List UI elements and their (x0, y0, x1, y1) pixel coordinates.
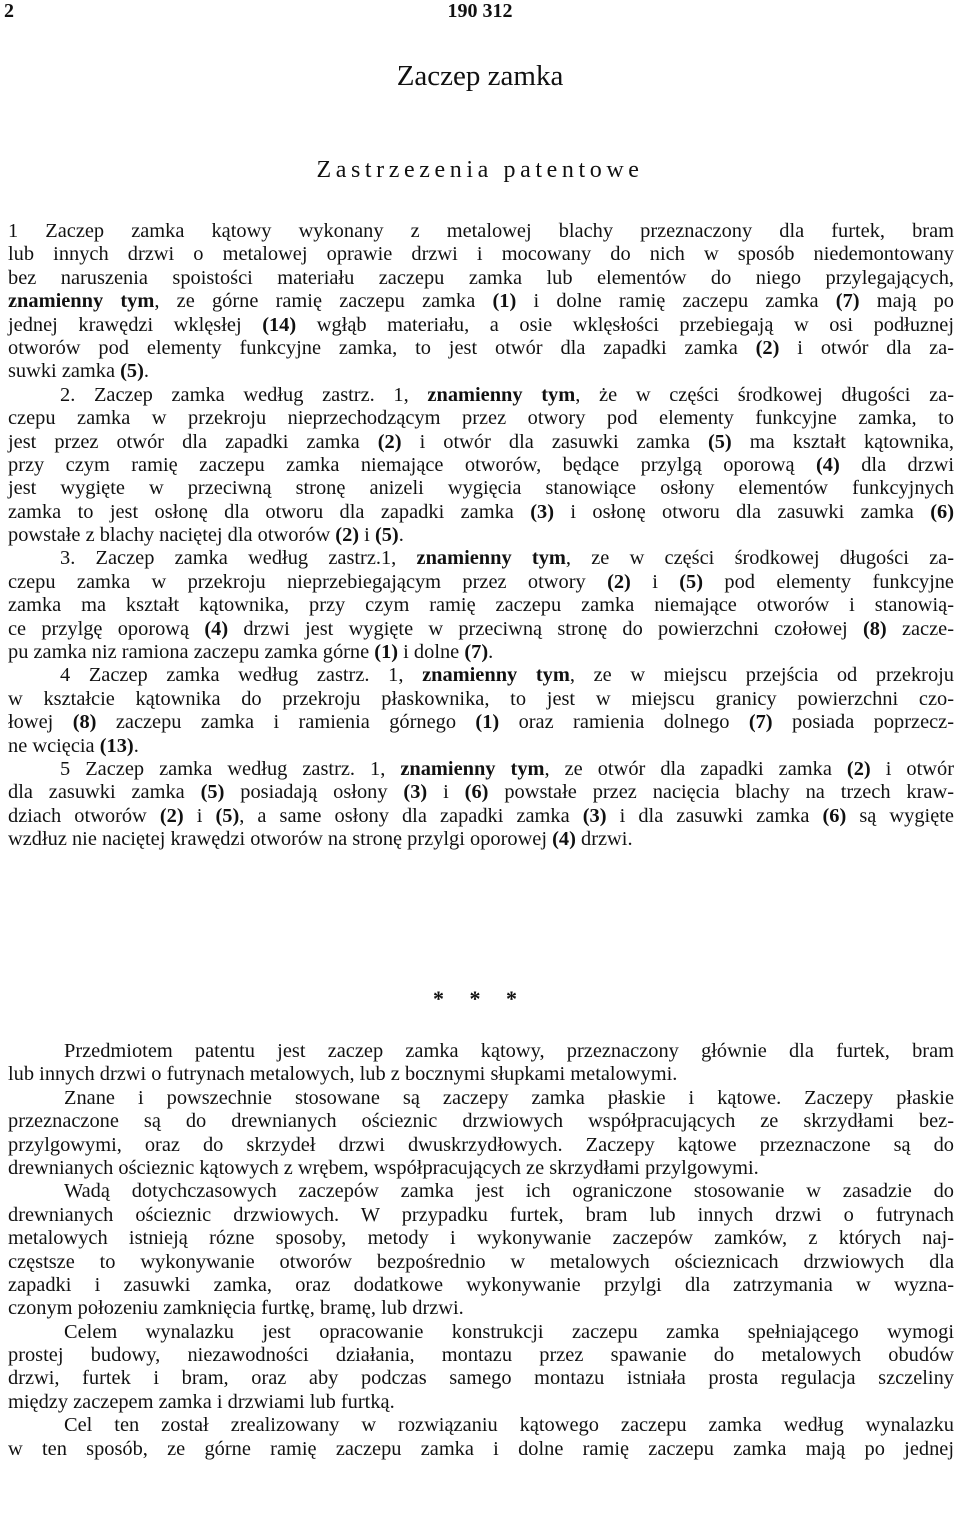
claim-line: jest przez otwór dla zapadki zamka (2) i otwór dla zasuwki zamka (5) ma kształt kątownika, (8, 430, 954, 453)
description-line: czonym połozeniu zamknięcia furtkę, bramę, lub drzwi. (8, 1297, 464, 1320)
bold-text: (8) (72, 711, 97, 734)
bold-text: (7) (835, 290, 860, 313)
bold-text: (14) (262, 313, 297, 336)
section-separator: * * * (433, 986, 527, 1011)
description-section (8, 1040, 954, 1461)
description-line: drewnianych ościeznic kątowych z wrębem, współpracujących ze skrzydłami przylgowymi. (8, 1156, 759, 1179)
description-line: lub innych drzwi o futrynach metalowych, lub z bocznymi słupkami metalowymi. (8, 1063, 678, 1086)
claim-line: w kształcie kątownika do przekroju płaskownika, to jest w miejscu granicy powierzchni czo- (8, 687, 954, 710)
claim-line: jest wygięte w przeciwną stronę anizeli wygięcia stanowiące osłony elementów funkcyjnych (8, 477, 954, 500)
description-line: Wadą dotychczasowych zaczepów zamka jest ich ograniczone stosowanie w zasadzie do (64, 1180, 954, 1203)
claim-line: wzdłuz nie naciętej krawędzi otworów na stronę przylgi oporowej (4) drzwi. (8, 828, 633, 851)
claims-section (8, 220, 954, 852)
claim-line: znamienny tym, ze górne ramię zaczepu zamka (1) i dolne ramię zaczepu zamka (7) mają po (8, 290, 954, 313)
description-line: Znane i powszechnie stosowane są zaczepy zamka płaskie i kątowe. Zaczepy płaskie (64, 1086, 954, 1109)
bold-text: (5) (200, 781, 225, 804)
claim-line: jednej krawędzi wklęsłej (14) wgłąb materiału, a osie wklęsłości przebiegają w osi podłuznej (8, 313, 954, 336)
description-line: przylgowymi, oraz do skrzydeł drzwi dwuskrzydłowych. Zaczepy kątowe przeznaczone są do (8, 1133, 954, 1156)
description-line: drewnianych ościeznic drzwiowych. W przypadku furtek, bram lub innych drzwi o futrynach (8, 1203, 954, 1226)
bold-text: (7) (464, 641, 489, 664)
claim-line: otworów pod elementy funkcyjne zamka, to jest otwór dla zapadki zamka (2) i otwór dla za- (8, 336, 954, 359)
bold-text: znamienny tym (427, 383, 576, 406)
bold-text: (2) (335, 524, 360, 547)
bold-text: (1) (374, 641, 399, 664)
section-heading: Zastrzezenia patentowe (316, 157, 644, 183)
bold-text: (4) (552, 828, 576, 851)
claim-line: 4 Zaczep zamka według zastrz. 1, znamienny tym, ze w miejscu przejścia od przekroju (60, 664, 954, 687)
claim-line: lub innych drzwi o metalowej oprawie drzwi i mocowany do nich w sposób niedemontowany (8, 243, 954, 266)
bold-text: (3) (582, 804, 607, 827)
bold-text: (5) (707, 430, 732, 453)
description-line: metalowych istnieją rózne sposoby, metody i wykonywanie zaczepów zamków, z których naj- (8, 1227, 954, 1250)
bold-text: (5) (215, 804, 240, 827)
claim-line: zamka ma kształt kątownika, przy czym ramię zaczepu zamka niemające otworów i stanowią- (8, 594, 954, 617)
bold-text: (2) (755, 336, 780, 359)
bold-text: (1) (492, 290, 517, 313)
bold-text: (2) (607, 570, 631, 593)
claim-line: bez naruszenia spoistości materiału zaczepu zamka lub elementów do niego przylegających, (8, 266, 954, 289)
bold-text: (4) (816, 453, 840, 476)
bold-text: znamienny tym (416, 547, 566, 570)
claim-line: powstałe z blachy naciętej dla otworów (2) i (5). (8, 524, 404, 547)
bold-text: (3) (530, 500, 554, 523)
claim-line: pu zamka niz ramiona zaczepu zamka górne (1) i dolne (7). (8, 641, 494, 664)
bold-text: (4) (204, 617, 229, 640)
claim-line: 1 Zaczep zamka kątowy wykonany z metalowej blachy przeznaczony dla furtek, bram (8, 220, 954, 242)
bold-text: (6) (464, 781, 489, 804)
bold-text: (5) (679, 570, 704, 593)
claim-line: zamka to jest osłonę dla otworu dla zapadki zamka (3) i osłonę otworu dla zasuwki zamka (6) (8, 500, 954, 523)
page-number: 2 (4, 0, 14, 22)
description-line: częstsze to wykonywanie otworów bezpośrednio w metalowych ościeznicach drzwiowych dla (8, 1250, 954, 1273)
description-line: zapadki i zasuwki zamka, oraz dodatkowe wykonywanie przylgi dla zatrzymania w wyzna- (8, 1273, 954, 1296)
claim-line: przy czym ramię zaczepu zamka niemające otworów, będące przylgą oporową (4) dla drzwi (8, 453, 954, 476)
claim-line: 3. Zaczep zamka według zastrz.1, znamienny tym, ze w części środkowej długości za- (60, 547, 954, 570)
claim-line: czepu zamka w przekroju nieprzebiegającym przez otwory (2) i (5) pod elementy funkcyjne (8, 570, 954, 593)
bold-text: (2) (377, 430, 402, 453)
claim-line: czepu zamka w przekroju nieprzechodzącym przez otwory pod elementy funkcyjne zamka, to (8, 407, 954, 430)
description-line: w ten sposób, ze górne ramię zaczepu zamka i dolne ramię zaczepu zamka mają po jednej (8, 1437, 954, 1460)
bold-text: (5) (120, 360, 144, 383)
bold-text: (13) (99, 734, 134, 757)
claim-line: suwki zamka (5). (8, 360, 150, 383)
claim-line: ce przylgę oporową (4) drzwi jest wygięte w przeciwną stronę do powierzchni czołowej (8) zacze- (8, 617, 955, 640)
bold-text: (6) (822, 804, 847, 827)
description-line: drzwi, furtek i bram, oraz aby podczas samego montazu istniała prosta regulacja szczeliny (8, 1367, 954, 1390)
description-line: Celem wynalazku jest opracowanie konstrukcji zaczepu zamka spełniającego wymogi (64, 1320, 954, 1343)
description-line: prostej budowy, niezawodności działania, montazu przez spawanie do metalowych obudów (8, 1344, 954, 1367)
bold-text: (3) (403, 781, 428, 804)
description-line: przeznaczone są do drewnianych ościeznic drzwiowych współpracujących ze skrzydłami bez- (8, 1110, 954, 1133)
bold-text: (8) (862, 617, 887, 640)
description-line: Przedmiotem patentu jest zaczep zamka kątowy, przeznaczony głównie dla furtek, bram (64, 1040, 954, 1062)
claim-line: dziach otworów (2) i (5), a same osłony dla zapadki zamka (3) i dla zasuwki zamka (6) są wygięte (8, 804, 954, 827)
bold-text: (6) (930, 500, 954, 523)
bold-text: (5) (374, 524, 399, 547)
claim-line: 5 Zaczep zamka według zastrz. 1, znamienny tym, ze otwór dla zapadki zamka (2) i otwór (60, 757, 954, 780)
claim-line: 2. Zaczep zamka według zastrz. 1, znamienny tym, że w części środkowej długości za- (60, 383, 955, 406)
patent-number: 190 312 (447, 0, 513, 22)
claim-line: ne wcięcia (13). (8, 734, 139, 757)
document-title: Zaczep zamka (396, 60, 564, 92)
claim-line: dla zasuwki zamka (5) posiadają osłony (3) i (6) powstałe przez nacięcia blachy na trzech kraw- (8, 781, 954, 804)
bold-text: znamienny tym (422, 664, 570, 687)
description-line: Cel ten został zrealizowany w rozwiązaniu kątowego zaczepu zamka według wynalazku (64, 1414, 954, 1437)
bold-text: (2) (846, 757, 871, 780)
bold-text: (2) (159, 804, 184, 827)
bold-text: (1) (475, 711, 500, 734)
bold-text: (7) (748, 711, 773, 734)
claim-line: łowej (8) zaczepu zamka i ramienia górnego (1) oraz ramienia dolnego (7) posiada poprzecz- (8, 711, 955, 734)
bold-text: znamienny tym (8, 290, 155, 313)
description-line: między zaczepem zamka i drzwiami lub furtką. (8, 1390, 395, 1413)
bold-text: znamienny tym (400, 757, 545, 780)
